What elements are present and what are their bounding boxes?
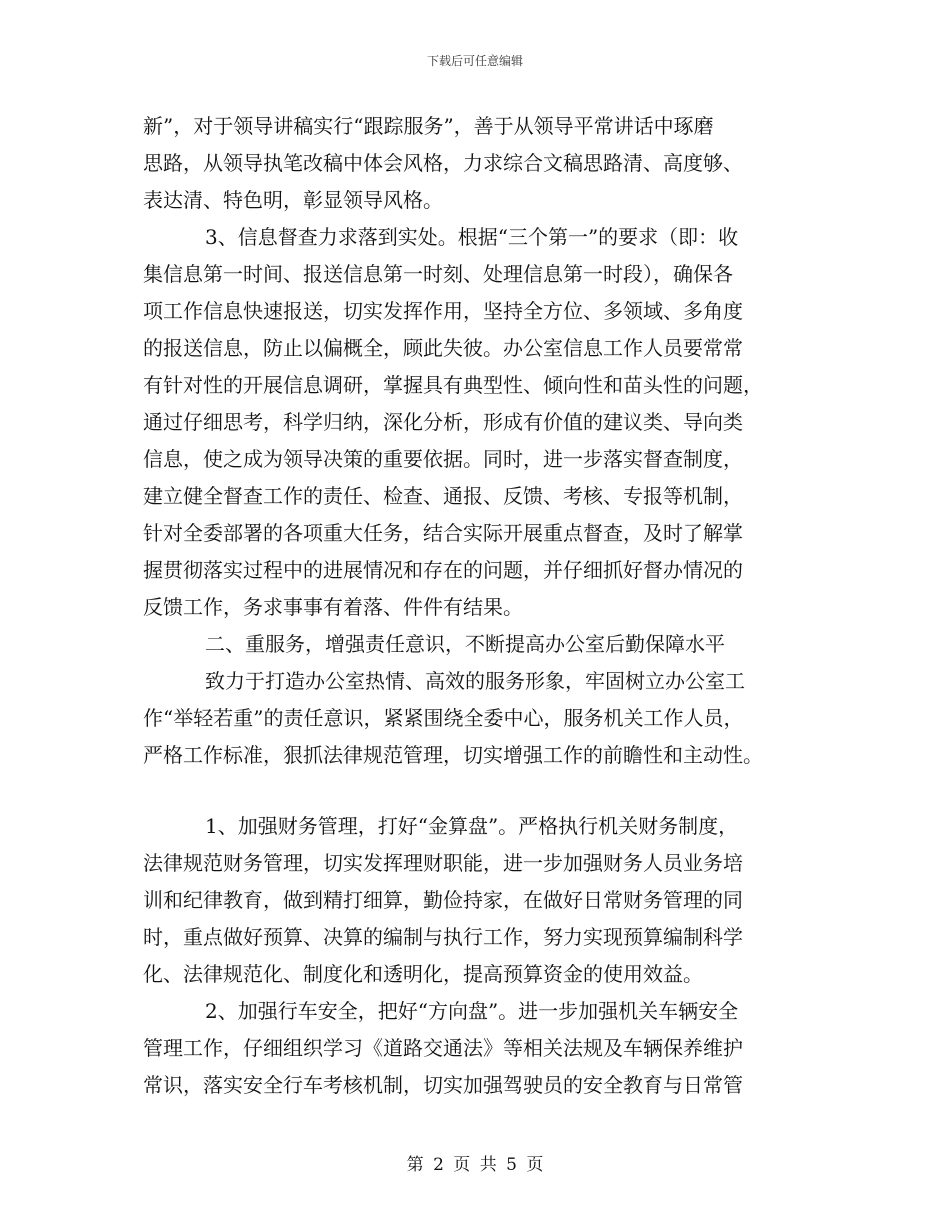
text-line: 2、加强行车安全，把好“方向盘”。进一步加强机关车辆安全 (205, 999, 739, 1023)
text-line: 3、信息督查力求落到实处。根据“三个第一”的要求（即：收 (205, 225, 739, 249)
text-line: 1、加强财务管理，打好“金算盘”。严格执行机关财务制度， (205, 814, 739, 838)
text-line: 新”，对于领导讲稿实行“跟踪服务”，善于从领导平常讲话中琢磨 (143, 114, 714, 138)
text-line: 致力于打造办公室热情、高效的服务形象，牢固树立办公室工 (205, 669, 745, 693)
text-line: 信息，使之成为领导决策的重要依据。同时，进一步落实督查制度， (143, 447, 743, 471)
text-line: 作“举轻若重”的责任意识，紧紧围绕全委中心，服务机关工作人员， (143, 706, 744, 730)
paragraph-service-image (143, 663, 811, 774)
text-line: 管理工作，仔细组织学习《道路交通法》等相关法规及车辆保养维护 (143, 1036, 743, 1060)
text-line: 二、重服务，增强责任意识，不断提高办公室后勤保障水平 (205, 632, 725, 656)
text-line: 建立健全督查工作的责任、检查、通报、反馈、考核、专报等机制， (143, 484, 743, 508)
text-line: 的报送信息，防止以偏概全，顾此失彼。办公室信息工作人员要常常 (143, 336, 743, 360)
text-line: 项工作信息快速报送，切实发挥作用，坚持全方位、多领域、多角度 (143, 299, 743, 323)
text-line: 有针对性的开展信息调研，掌握具有典型性、倾向性和苗头性的问题， (143, 373, 763, 397)
document-body (143, 108, 811, 1104)
text-line: 通过仔细思考，科学归纳，深化分析，形成有价值的建议类、导向类 (143, 410, 743, 434)
text-line: 法律规范财务管理，切实发挥理财职能，进一步加强财务人员业务培 (143, 851, 743, 875)
text-line: 严格工作标准，狠抓法律规范管理，切实增强工作的前瞻性和主动性。 (143, 743, 763, 767)
text-line: 化、法律规范化、制度化和透明化，提高预算资金的使用效益。 (143, 962, 703, 986)
section-heading (143, 626, 811, 663)
text-line: 思路，从领导执笔改稿中体会风格，力求综合文稿思路清、高度够、 (143, 151, 743, 175)
page-number: 第 2 页 共 5 页 (406, 1155, 544, 1175)
text-line: 握贯彻落实过程中的进展情况和存在的问题，并仔细抓好督办情况的 (143, 558, 743, 582)
text-line: 集信息第一时间、报送信息第一时刻、处理信息第一时段），确保各 (143, 262, 733, 286)
text-line: 表达清、特色明，彰显领导风格。 (143, 188, 443, 212)
paragraph-gap (143, 774, 811, 808)
text-line: 常识，落实安全行车考核机制，切实加强驾驶员的安全教育与日常管 (143, 1073, 743, 1097)
paragraph-vehicle-safety (143, 993, 811, 1104)
text-line: 时，重点做好预算、决算的编制与执行工作，努力实现预算编制科学 (143, 925, 743, 949)
paragraph-info-supervision (143, 219, 811, 626)
text-line: 训和纪律教育，做到精打细算，勤俭持家，在做好日常财务管理的同 (143, 888, 743, 912)
text-line: 针对全委部署的各项重大任务，结合实际开展重点督查，及时了解掌 (143, 521, 743, 545)
paragraph-finance (143, 808, 811, 993)
page-header: 下载后可任意编辑 (426, 54, 523, 68)
text-line: 反馈工作，务求事事有着落、件件有结果。 (143, 595, 523, 619)
paragraph-continuation (143, 108, 811, 219)
